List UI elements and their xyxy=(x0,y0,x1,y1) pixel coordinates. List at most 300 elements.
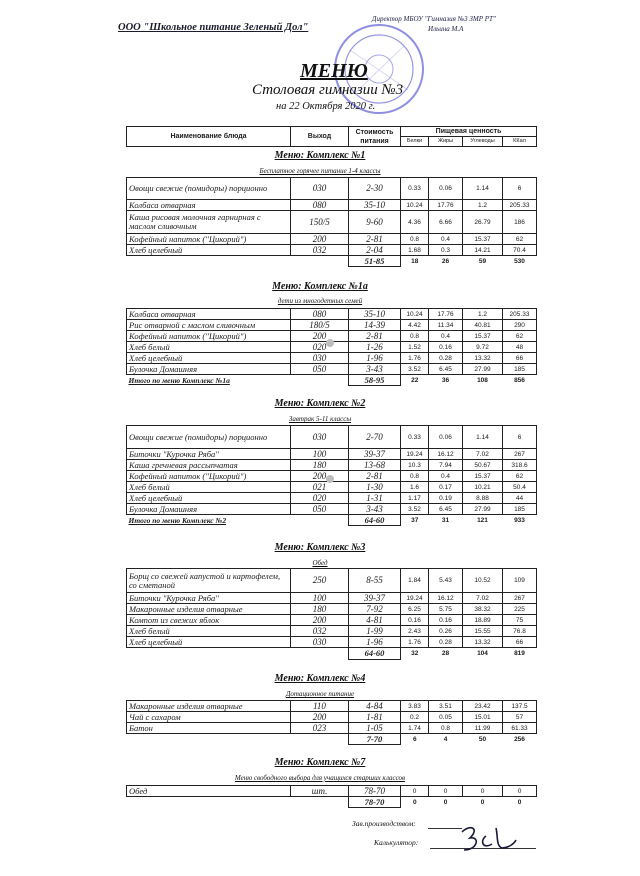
dish-carbs: 50.67 xyxy=(463,460,503,471)
col-cost-header: Стоимость питания xyxy=(349,127,401,147)
dish-carbs: 38.32 xyxy=(463,604,503,615)
dish-kcal: 44 xyxy=(503,493,537,504)
dish-name: Булочка Домашняя xyxy=(127,504,291,515)
table-row xyxy=(127,245,537,256)
table-row xyxy=(127,178,537,200)
dish-fat: 0.05 xyxy=(429,712,463,723)
dish-output: 180/5 xyxy=(291,320,349,331)
dish-name: Колбаса отварная xyxy=(127,309,291,320)
dish-kcal: 186 xyxy=(503,211,537,234)
total-fat: 31 xyxy=(441,516,450,524)
dish-protein: 6.25 xyxy=(401,604,429,615)
section-title: Меню: Комплекс №4 xyxy=(274,673,366,684)
section-subtitle: Меню свободного выбора для учащихся старших классов xyxy=(234,774,406,782)
dish-fat: 0.28 xyxy=(429,353,463,364)
total-row xyxy=(127,256,537,267)
dish-name: Макаронные изделия отварные xyxy=(127,604,291,615)
dish-output: шт. xyxy=(291,786,349,797)
total-protein: 0 xyxy=(412,798,417,806)
dish-protein: 3.52 xyxy=(401,364,429,375)
punch-hole-dot xyxy=(326,475,334,483)
dish-price: 39-37 xyxy=(349,449,401,460)
dish-kcal: 57 xyxy=(503,712,537,723)
calculator-label: Калькулятор: xyxy=(374,838,419,847)
dish-carbs: 15.37 xyxy=(463,331,503,342)
approval-block xyxy=(372,14,496,34)
dish-kcal: 318.6 xyxy=(503,460,537,471)
table-row xyxy=(127,200,537,211)
dish-kcal: 50.4 xyxy=(503,482,537,493)
dish-name: Каша гречневая рассыпчатая xyxy=(127,460,291,471)
dish-name: Хлеб целебный xyxy=(127,353,291,364)
col-protein-header: Белки xyxy=(401,137,429,147)
dish-kcal: 225 xyxy=(503,604,537,615)
dish-protein: 10.24 xyxy=(401,309,429,320)
dish-name: Хлеб целебный xyxy=(127,493,291,504)
dish-carbs: 27.99 xyxy=(463,364,503,375)
dish-output: 080 xyxy=(291,309,349,320)
dish-carbs: 0 xyxy=(463,786,503,797)
total-fat: 4 xyxy=(443,735,448,743)
dish-kcal: 66 xyxy=(503,637,537,648)
dish-carbs: 8.88 xyxy=(463,493,503,504)
dish-name: Колбаса отварная xyxy=(127,200,291,211)
menu-table xyxy=(126,568,537,660)
dish-name: Хлеб белый xyxy=(127,482,291,493)
dish-fat: 0.06 xyxy=(429,426,463,449)
total-row xyxy=(127,797,537,808)
dish-protein: 3.52 xyxy=(401,504,429,515)
dish-protein: 0 xyxy=(401,786,429,797)
dish-carbs: 27.99 xyxy=(463,504,503,515)
dish-output: 030 xyxy=(291,178,349,200)
table-row xyxy=(127,626,537,637)
dish-output: 110 xyxy=(291,701,349,712)
dish-output: 023 xyxy=(291,723,349,734)
dish-price: 3-43 xyxy=(349,504,401,515)
col-name-header: Наименование блюда xyxy=(127,127,291,147)
total-kcal: 530 xyxy=(514,257,525,265)
dish-kcal: 267 xyxy=(503,449,537,460)
total-kcal: 933 xyxy=(514,516,525,524)
total-price: 58-95 xyxy=(349,375,401,386)
dish-price: 2-81 xyxy=(349,471,401,482)
dish-name: Рис отварной с маслом сливочным xyxy=(127,320,291,331)
dish-protein: 1.84 xyxy=(401,569,429,593)
table-row xyxy=(127,786,537,797)
dish-carbs: 1.2 xyxy=(463,200,503,211)
dish-fat: 0.17 xyxy=(429,482,463,493)
dish-carbs: 7.02 xyxy=(463,593,503,604)
total-carbs: 104 xyxy=(477,650,488,658)
dish-protein: 19.24 xyxy=(401,593,429,604)
total-label: Итого по меню Комплекс №2 xyxy=(128,515,227,525)
approval-director: Директор МБОУ "Гимназия №3 ЗМР РТ" xyxy=(372,15,496,23)
dish-carbs: 1.14 xyxy=(463,426,503,449)
dish-protein: 1.17 xyxy=(401,493,429,504)
total-carbs: 121 xyxy=(477,516,488,524)
dish-protein: 1.76 xyxy=(401,353,429,364)
dish-output: 020 xyxy=(291,493,349,504)
table-row xyxy=(127,234,537,245)
dish-output: 032 xyxy=(291,626,349,637)
total-price: 64-60 xyxy=(349,648,401,660)
dish-output: 250 xyxy=(291,569,349,593)
dish-fat: 0.4 xyxy=(429,471,463,482)
dish-price: 8-55 xyxy=(349,569,401,593)
total-carbs: 108 xyxy=(477,376,488,384)
dish-fat: 0 xyxy=(429,786,463,797)
section-subtitle: Бесплатное горячее питание 1-4 классы xyxy=(259,167,381,175)
total-kcal: 856 xyxy=(514,376,525,384)
dish-price: 1-05 xyxy=(349,723,401,734)
col-output-header: Выход xyxy=(291,127,349,147)
dish-output: 050 xyxy=(291,364,349,375)
dish-carbs: 10.52 xyxy=(463,569,503,593)
dish-carbs: 15.37 xyxy=(463,234,503,245)
section-subtitle: дети из многодетных семей xyxy=(277,297,363,305)
dish-carbs: 10.21 xyxy=(463,482,503,493)
dish-price: 13-68 xyxy=(349,460,401,471)
dish-protein: 0.33 xyxy=(401,426,429,449)
table-row xyxy=(127,604,537,615)
dish-price: 1-31 xyxy=(349,493,401,504)
dish-output: 100 xyxy=(291,593,349,604)
dish-name: Хлеб белый xyxy=(127,342,291,353)
dish-price: 39-37 xyxy=(349,593,401,604)
dish-name: Макаронные изделия отварные xyxy=(127,701,291,712)
table-row xyxy=(127,569,537,593)
dish-name: Овощи свежие (помидоры) порционно xyxy=(127,178,291,200)
dish-name: Компот из свежих яблок xyxy=(127,615,291,626)
total-price: 7-70 xyxy=(349,734,401,745)
dish-output: 050 xyxy=(291,504,349,515)
total-label xyxy=(127,256,349,267)
total-row xyxy=(127,375,537,386)
section-title: Меню: Комплекс №2 xyxy=(274,398,366,409)
dish-price: 2-30 xyxy=(349,178,401,200)
dish-output: 032 xyxy=(291,245,349,256)
dish-price: 2-81 xyxy=(349,234,401,245)
table-row xyxy=(127,364,537,375)
dish-price: 1-96 xyxy=(349,353,401,364)
table-row xyxy=(127,426,537,449)
dish-output: 020 xyxy=(291,342,349,353)
dish-fat: 5.43 xyxy=(429,569,463,593)
table-row xyxy=(127,211,537,234)
table-row xyxy=(127,320,537,331)
menu-table xyxy=(126,308,537,386)
dish-price: 3-43 xyxy=(349,364,401,375)
dish-kcal: 137.5 xyxy=(503,701,537,712)
dish-carbs: 26.79 xyxy=(463,211,503,234)
table-row xyxy=(127,493,537,504)
col-fat-header: Жиры xyxy=(429,137,463,147)
dish-name: Кофейный напиток ("Цикорий") xyxy=(127,471,291,482)
section-subtitle: Обед xyxy=(312,559,328,567)
dish-fat: 0.4 xyxy=(429,234,463,245)
dish-carbs: 40.81 xyxy=(463,320,503,331)
dish-price: 2-81 xyxy=(349,331,401,342)
total-label xyxy=(127,734,349,745)
dish-carbs: 13.32 xyxy=(463,353,503,364)
total-kcal: 819 xyxy=(514,650,525,658)
dish-output: 150/5 xyxy=(291,211,349,234)
total-protein: 22 xyxy=(411,376,419,384)
dish-output: 180 xyxy=(291,604,349,615)
total-carbs: 50 xyxy=(478,735,487,743)
dish-fat: 0.3 xyxy=(429,245,463,256)
dish-kcal: 205.33 xyxy=(503,200,537,211)
page-title: МЕНЮ xyxy=(300,60,368,82)
dish-fat: 0.28 xyxy=(429,637,463,648)
total-kcal: 256 xyxy=(514,735,525,743)
dish-name: Хлеб целебный xyxy=(127,637,291,648)
dish-kcal: 0 xyxy=(503,786,537,797)
dish-name: Обед xyxy=(127,786,291,797)
dish-carbs: 9.72 xyxy=(463,342,503,353)
dish-fat: 0.16 xyxy=(429,342,463,353)
dish-price: 4-84 xyxy=(349,701,401,712)
dish-protein: 3.83 xyxy=(401,701,429,712)
dish-price: 78-70 xyxy=(349,786,401,797)
dish-fat: 0.16 xyxy=(429,615,463,626)
dish-name: Биточки "Курочка Ряба" xyxy=(127,449,291,460)
dish-name: Батон xyxy=(127,723,291,734)
total-protein: 18 xyxy=(411,257,419,265)
dish-output: 021 xyxy=(291,482,349,493)
total-fat: 36 xyxy=(441,376,450,384)
dish-protein: 1.74 xyxy=(401,723,429,734)
dish-kcal: 70.4 xyxy=(503,245,537,256)
dish-protein: 10.24 xyxy=(401,200,429,211)
dish-output: 080 xyxy=(291,200,349,211)
dish-carbs: 14.21 xyxy=(463,245,503,256)
dish-output: 200 xyxy=(291,615,349,626)
dish-fat: 0.06 xyxy=(429,178,463,200)
dish-kcal: 62 xyxy=(503,471,537,482)
dish-protein: 0.8 xyxy=(401,331,429,342)
total-price: 64-60 xyxy=(349,515,401,526)
dish-kcal: 109 xyxy=(503,569,537,593)
dish-protein: 19.24 xyxy=(401,449,429,460)
dish-kcal: 48 xyxy=(503,342,537,353)
dish-fat: 17.76 xyxy=(429,200,463,211)
table-row xyxy=(127,615,537,626)
table-row xyxy=(127,309,537,320)
total-label: Итого по меню Комплекс №1а xyxy=(128,375,230,385)
dish-kcal: 205.33 xyxy=(503,309,537,320)
dish-protein: 0.33 xyxy=(401,178,429,200)
dish-output: 200 xyxy=(291,712,349,723)
dish-fat: 0.4 xyxy=(429,331,463,342)
dish-price: 14-39 xyxy=(349,320,401,331)
dish-name: Булочка Домашняя xyxy=(127,364,291,375)
dish-name: Кофейный напиток ("Цикорий") xyxy=(127,234,291,245)
total-label xyxy=(127,648,349,660)
dish-kcal: 62 xyxy=(503,331,537,342)
dish-name: Хлеб белый xyxy=(127,626,291,637)
dish-kcal: 6 xyxy=(503,178,537,200)
section-title: Меню: Комплекс №3 xyxy=(274,542,366,553)
table-row xyxy=(127,460,537,471)
dish-price: 1-96 xyxy=(349,637,401,648)
total-carbs: 0 xyxy=(480,798,485,806)
dish-fat: 0.8 xyxy=(429,723,463,734)
dish-protein: 0.2 xyxy=(401,712,429,723)
dish-protein: 1.52 xyxy=(401,342,429,353)
total-protein: 6 xyxy=(412,735,417,743)
signature-icon xyxy=(456,822,520,858)
total-kcal: 0 xyxy=(517,798,522,806)
dish-protein: 2.43 xyxy=(401,626,429,637)
dish-protein: 0.8 xyxy=(401,471,429,482)
dish-carbs: 1.2 xyxy=(463,309,503,320)
col-nutrition-header: Пищевая ценность xyxy=(401,127,537,137)
dish-carbs: 1.14 xyxy=(463,178,503,200)
total-row xyxy=(127,515,537,526)
section-subtitle: Дотационное питание xyxy=(285,690,355,698)
dish-output: 030 xyxy=(291,637,349,648)
total-price: 78-70 xyxy=(349,797,401,808)
dish-kcal: 290 xyxy=(503,320,537,331)
section-title: Меню: Комплекс №7 xyxy=(274,757,366,768)
dish-kcal: 185 xyxy=(503,364,537,375)
page-subtitle: Столовая гимназии №3 xyxy=(252,82,404,98)
dish-protein: 1.76 xyxy=(401,637,429,648)
dish-name: Чай с сахаром xyxy=(127,712,291,723)
table-row xyxy=(127,482,537,493)
dish-carbs: 15.37 xyxy=(463,471,503,482)
dish-fat: 16.12 xyxy=(429,449,463,460)
total-carbs: 59 xyxy=(478,257,487,265)
total-protein: 32 xyxy=(411,650,419,658)
dish-kcal: 267 xyxy=(503,593,537,604)
section-subtitle: Завтрак 5-11 классы xyxy=(288,415,352,423)
dish-name: Биточки "Курочка Ряба" xyxy=(127,593,291,604)
dish-name: Борщ со свежей капустой и картофелем, со сметаной xyxy=(127,569,291,593)
dish-output: 200 xyxy=(291,471,349,482)
dish-fat: 0.26 xyxy=(429,626,463,637)
dish-carbs: 15.01 xyxy=(463,712,503,723)
col-carbs-header: Углеводы xyxy=(463,137,503,147)
section-title: Меню: Комплекс №1а xyxy=(272,281,368,292)
dish-output: 200 xyxy=(291,234,349,245)
menu-table xyxy=(126,700,537,745)
total-fat: 0 xyxy=(443,798,448,806)
dish-carbs: 23.42 xyxy=(463,701,503,712)
total-price: 51-85 xyxy=(349,256,401,267)
dish-output: 030 xyxy=(291,353,349,364)
dish-fat: 6.66 xyxy=(429,211,463,234)
section-title: Меню: Комплекс №1 xyxy=(274,150,366,161)
dish-kcal: 185 xyxy=(503,504,537,515)
table-row xyxy=(127,504,537,515)
dish-fat: 11.34 xyxy=(429,320,463,331)
dish-carbs: 11.99 xyxy=(463,723,503,734)
dish-protein: 0.16 xyxy=(401,615,429,626)
dish-output: 100 xyxy=(291,449,349,460)
dish-output: 030 xyxy=(291,426,349,449)
dish-kcal: 62 xyxy=(503,234,537,245)
dish-price: 35-10 xyxy=(349,309,401,320)
dish-carbs: 15.55 xyxy=(463,626,503,637)
dish-kcal: 75 xyxy=(503,615,537,626)
dish-output: 180 xyxy=(291,460,349,471)
total-fat: 28 xyxy=(441,650,450,658)
total-protein: 37 xyxy=(411,516,419,524)
table-row xyxy=(127,637,537,648)
dish-name: Овощи свежие (помидоры) порционно xyxy=(127,426,291,449)
dish-carbs: 18.89 xyxy=(463,615,503,626)
dish-price: 1-26 xyxy=(349,342,401,353)
total-label xyxy=(127,797,349,808)
dish-kcal: 66 xyxy=(503,353,537,364)
dish-carbs: 13.32 xyxy=(463,637,503,648)
dish-fat: 3.51 xyxy=(429,701,463,712)
total-row xyxy=(127,648,537,660)
dish-price: 7-92 xyxy=(349,604,401,615)
table-row xyxy=(127,712,537,723)
table-row xyxy=(127,353,537,364)
total-fat: 26 xyxy=(441,257,450,265)
dish-price: 2-70 xyxy=(349,426,401,449)
menu-table xyxy=(126,785,537,808)
dish-protein: 0.8 xyxy=(401,234,429,245)
organization-name: ООО "Школьное питание Зеленый Дол" xyxy=(118,22,309,33)
dish-price: 2-04 xyxy=(349,245,401,256)
production-manager-label: Зав.производством: xyxy=(352,819,416,828)
column-header-table xyxy=(126,126,537,147)
approval-signatory: Ильина М.А xyxy=(428,25,464,33)
dish-fat: 7.94 xyxy=(429,460,463,471)
dish-protein: 4.42 xyxy=(401,320,429,331)
dish-price: 1-99 xyxy=(349,626,401,637)
dish-protein: 10.3 xyxy=(401,460,429,471)
dish-protein: 4.36 xyxy=(401,211,429,234)
dish-price: 4-81 xyxy=(349,615,401,626)
dish-kcal: 6 xyxy=(503,426,537,449)
menu-date: на 22 Октября 2020 г. xyxy=(276,101,376,112)
table-row xyxy=(127,723,537,734)
dish-price: 35-10 xyxy=(349,200,401,211)
dish-fat: 16.12 xyxy=(429,593,463,604)
dish-price: 9-60 xyxy=(349,211,401,234)
dish-output: 200 xyxy=(291,331,349,342)
dish-name: Кофейный напиток ("Цикорий") xyxy=(127,331,291,342)
col-kcal-header: ККал xyxy=(503,137,537,147)
total-row xyxy=(127,734,537,745)
table-row xyxy=(127,593,537,604)
dish-price: 1-30 xyxy=(349,482,401,493)
dish-name: Каша рисовая молочная гарнирная с маслом сливочным xyxy=(127,211,291,234)
dish-fat: 0.19 xyxy=(429,493,463,504)
dish-protein: 1.68 xyxy=(401,245,429,256)
menu-table xyxy=(126,177,537,267)
punch-hole-dot xyxy=(326,339,334,347)
dish-protein: 1.6 xyxy=(401,482,429,493)
dish-name: Хлеб целебный xyxy=(127,245,291,256)
dish-kcal: 61.33 xyxy=(503,723,537,734)
dish-kcal: 76.8 xyxy=(503,626,537,637)
table-row xyxy=(127,701,537,712)
table-row xyxy=(127,449,537,460)
dish-price: 1-81 xyxy=(349,712,401,723)
dish-fat: 17.76 xyxy=(429,309,463,320)
dish-fat: 5.75 xyxy=(429,604,463,615)
dish-fat: 6.45 xyxy=(429,504,463,515)
dish-fat: 6.45 xyxy=(429,364,463,375)
